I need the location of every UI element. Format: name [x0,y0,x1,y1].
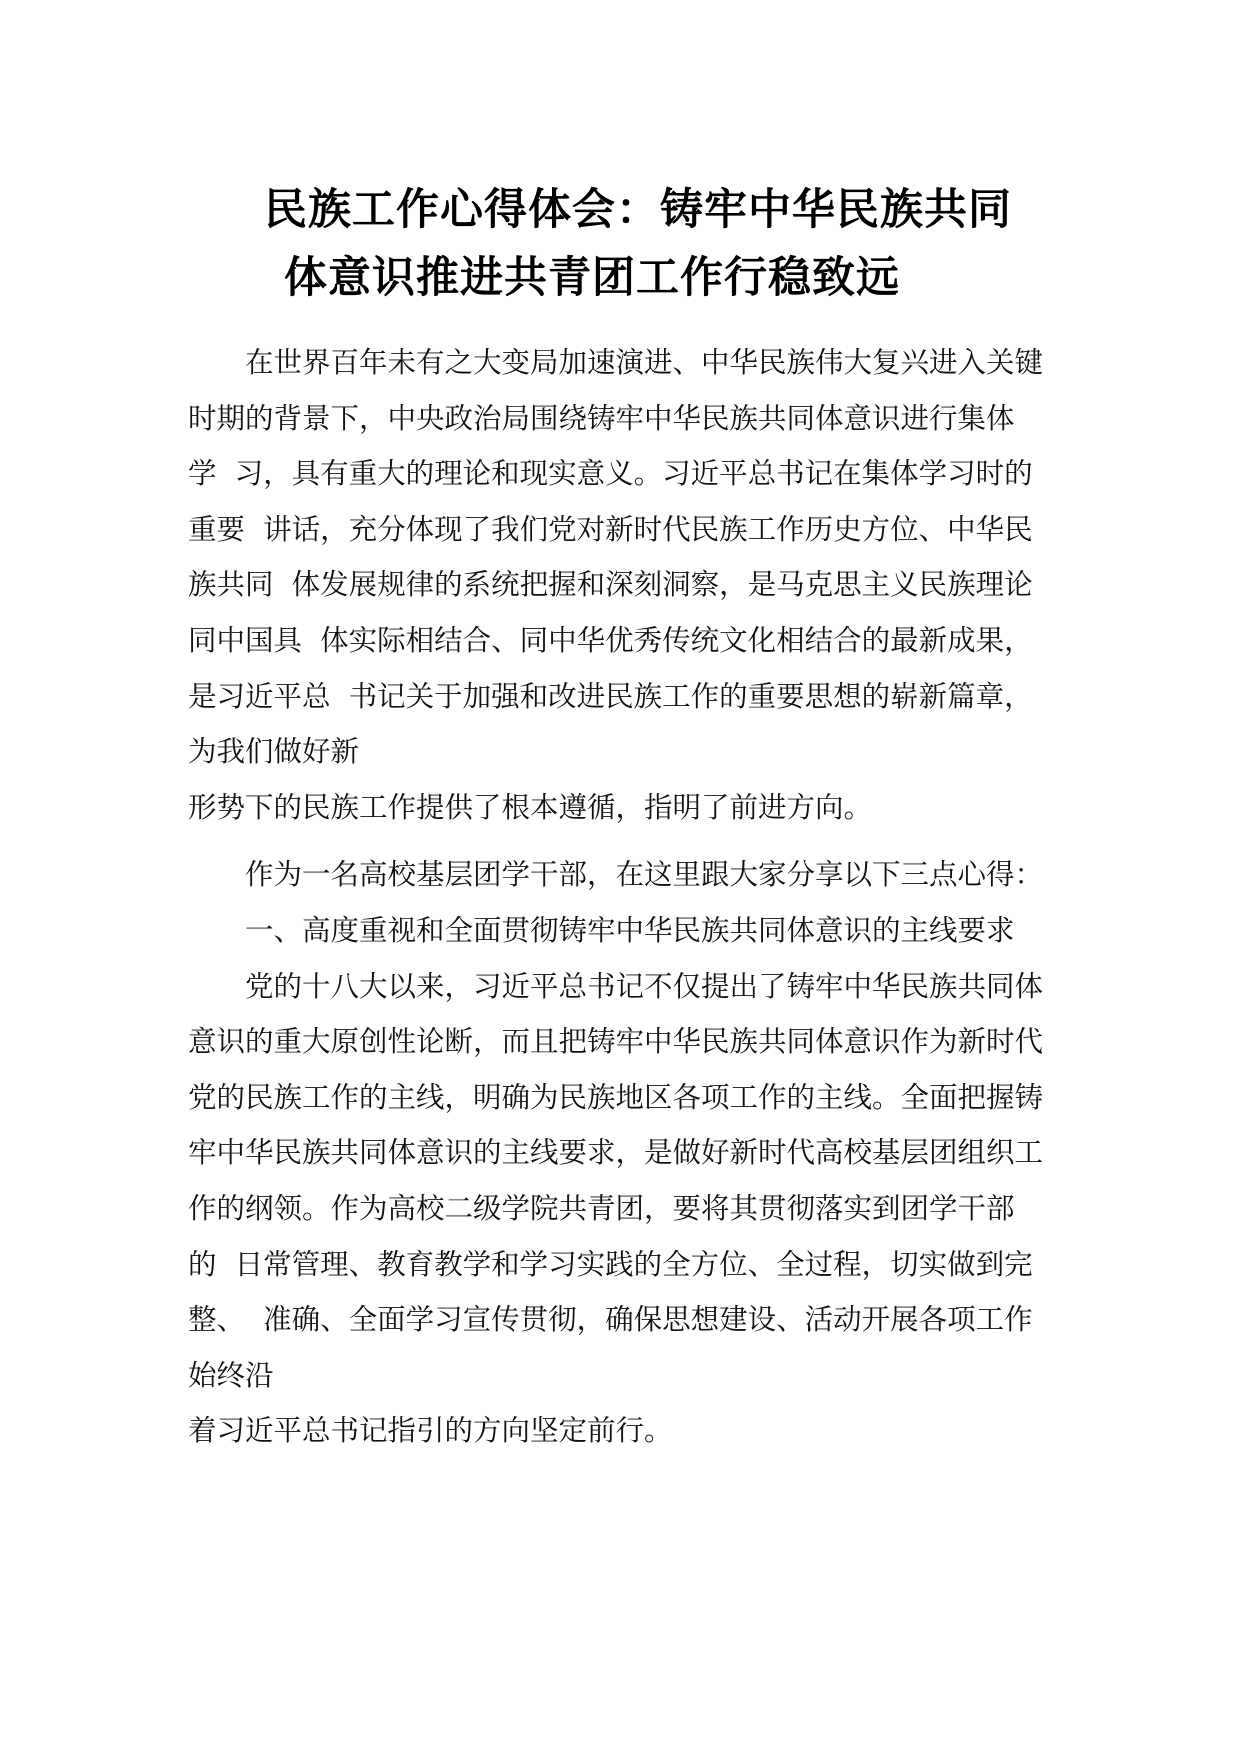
section-heading-1: 一、高度重视和全面贯彻铸牢中华民族共同体意识的主线要求 [245,913,1015,947]
paragraph-intro [188,335,1048,835]
paragraph-line: 作的纲领。作为高校二级学院共青团，要将其贯彻落实到团学干部 [188,1191,1015,1225]
paragraph-line: 整、 准确、全面学习宣传贯彻，确保思想建设、活动开展各项工作 [188,1303,1033,1337]
paragraph-line: 学 习，具有重大的理论和现实意义。习近平总书记在集体学习时的 [188,457,1033,491]
paragraph-line: 始终沿 [188,1358,274,1392]
paragraph-line: 时期的背景下，中央政治局围绕铸牢中华民族共同体意识进行集体 [188,401,1015,435]
paragraph-line: 为我们做好新 [188,735,360,769]
paragraph-line: 族共同 体发展规律的系统把握和深刻洞察，是马克思主义民族理论 [188,568,1033,602]
paragraph-section-1 [188,959,1048,1459]
paragraph-line: 重要 讲话，充分体现了我们党对新时代民族工作历史方位、中华民 [188,512,1033,546]
title-line-2: 体意识推进共青团工作行稳致远 [284,253,900,303]
document-body [188,335,1048,1459]
paragraph-share-intro: 作为一名高校基层团学干部，在这里跟大家分享以下三点心得： [245,858,1044,892]
paragraph-line: 在世界百年未有之大变局加速演进、中华民族伟大复兴进入关键 [245,346,1044,379]
paragraph-line: 党的十八大以来，习近平总书记不仅提出了铸牢中华民族共同体 [245,969,1044,1003]
paragraph-line: 着习近平总书记指引的方向坚定前行。 [188,1414,673,1448]
paragraph-line: 牢中华民族共同体意识的主线要求，是做好新时代高校基层团组织工 [188,1136,1044,1170]
paragraph-line: 党的民族工作的主线，明确为民族地区各项工作的主线。全面把握铸 [188,1080,1044,1114]
paragraph-line: 的 日常管理、教育教学和学习实践的全方位、全过程，切实做到完 [188,1247,1033,1281]
paragraph-line: 意识的重大原创性论断，而且把铸牢中华民族共同体意识作为新时代 [188,1025,1044,1059]
title-line-1: 民族工作心得体会：铸牢中华民族共同 [264,185,1012,235]
paragraph-line: 同中国具 体实际相结合、同中华优秀传统文化相结合的最新成果， [188,623,1033,657]
document-title [180,176,1060,312]
paragraph-line: 是习近平总 书记关于加强和改进民族工作的重要思想的崭新篇章， [188,679,1033,713]
paragraph-line: 形势下的民族工作提供了根本遵循，指明了前进方向。 [188,790,873,824]
